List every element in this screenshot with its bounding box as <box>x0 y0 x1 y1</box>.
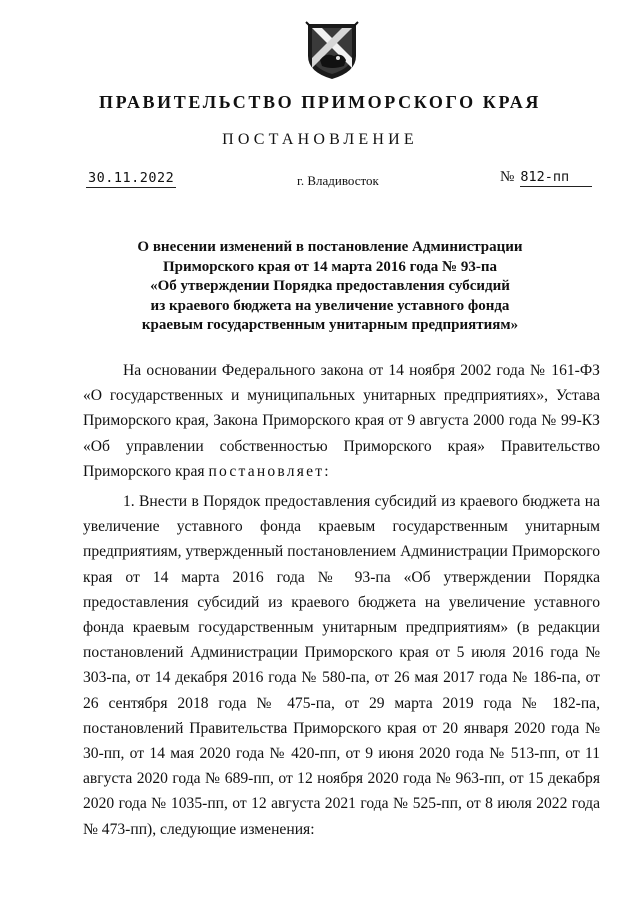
document-city: г. Владивосток <box>297 173 379 188</box>
coat-of-arms-icon <box>302 20 362 82</box>
document-date: 30.11.2022 <box>88 170 175 186</box>
document-body <box>83 358 600 842</box>
document-type: ПОСТАНОВЛЕНИЕ <box>222 131 418 148</box>
subject-line: Приморского края от 14 марта 2016 года № 93-па <box>163 258 497 275</box>
subject-line: О внесении изменений в постановление Администрации <box>137 239 523 255</box>
preamble-paragraph <box>83 358 600 484</box>
government-title: ПРАВИТЕЛЬСТВО ПРИМОРСКОГО КРАЯ <box>99 92 541 112</box>
subject-line: из краевого бюджета на увеличение уставного фонда <box>150 297 510 314</box>
document-number-block <box>500 169 592 187</box>
decree-word: постановляет: <box>208 462 331 480</box>
subject-line: краевым государственным унитарным предприятиям» <box>141 317 519 333</box>
number-sign: № <box>500 169 515 185</box>
document-subject <box>110 238 550 336</box>
subject-line: «Об утверждении Порядка предоставления субсидий <box>150 278 510 294</box>
item-1-paragraph: 1. Внести в Порядок предоставления субсидий из краевого бюджета на увеличение уставного фонда краевым государственным унитарным предприятиям, утвержденный постановлением Администрации Приморского края от 14 марта 2016 года № 93-па «Об утверждении Порядка предоставления субсидий из краевого бюджета на увеличение уставного фонда краевым государственным унитарным предприятиям» (в редакции постановлений Администрации Приморского края от 5 июля 2016 года № 303-па, от 14 декабря 2016 года № 580-па, от 26 мая 2017 года № 186-па, от 26 сентября 2018 года № 475-па, от 29 марта 2019 года № 182-па, постановлений Правительства Приморского края от 20 января 2020 года № 30-пп, от 14 мая 2020 года № 420-пп, от 9 июня 2020 года № 513-пп, от 11 августа 2020 года № 689-пп, от 12 ноября 2020 года № 963-пп, от 15 декабря 2020 года № 1035-пп, от 12 августа 2021 года № 525-пп, от 8 июля 2022 года № 473-пп), следующие изменения: <box>83 493 600 838</box>
document-number: 812-пп <box>520 169 592 187</box>
preamble-text: На основании Федерального закона от 14 ноября 2002 года № 161-ФЗ «О государственных и муниципальных унитарных предприятиях», Устава Приморского края, Закона Приморского края от 9 августа 2000 года № 99-КЗ «Об управлении собственностью Приморского края» Правительство Приморского края <box>83 362 600 480</box>
